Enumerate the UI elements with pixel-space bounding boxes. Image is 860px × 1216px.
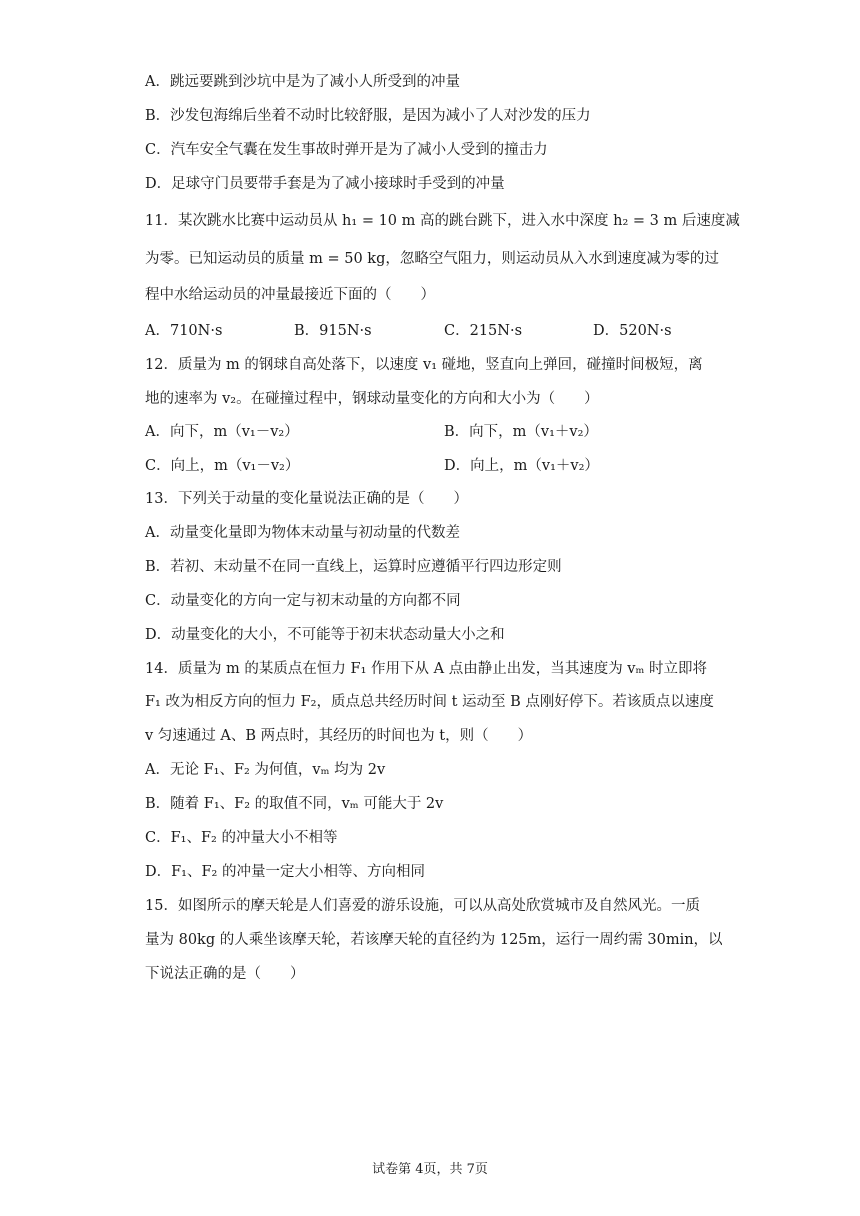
q14-option-c: C．F₁、F₂ 的冲量大小不相等 xyxy=(145,830,338,846)
q14-stem-line1: 14．质量为 m 的某质点在恒力 F₁ 作用下从 A 点由静止出发，当其速度为 vₘ 时立即将 xyxy=(145,661,707,677)
q13-option-c: C．动量变化的方向一定与初末动量的方向都不同 xyxy=(145,593,461,609)
page-footer: 试卷第 4页，共 7页 xyxy=(372,1162,488,1177)
q11-stem-line3: 程中水给运动员的冲量最接近下面的（ ） xyxy=(145,287,435,303)
q13-stem: 13．下列关于动量的变化量说法正确的是（ ） xyxy=(145,491,468,507)
q12-option-b: B．向下，m（v₁＋v₂） xyxy=(444,424,598,440)
q11-stem-line2: 为零。已知运动员的质量 m = 50 kg，忽略空气阻力，则运动员从入水到速度减为零的过 xyxy=(145,251,719,267)
q13-option-d: D．动量变化的大小，不可能等于初末状态动量大小之和 xyxy=(145,627,505,643)
q14-option-a: A．无论 F₁、F₂ 为何值，vₘ 均为 2v xyxy=(145,762,386,778)
q12-stem-line1: 12．质量为 m 的钢球自高处落下，以速度 v₁ 碰地，竖直向上弹回，碰撞时间极短，离 xyxy=(145,357,703,373)
q11-option-d: D．520N·s xyxy=(593,323,672,339)
q14-option-b: B．随着 F₁、F₂ 的取值不同，vₘ 可能大于 2v xyxy=(145,796,444,812)
q14-stem-line3: v 匀速通过 A、B 两点时，其经历的时间也为 t，则（ ） xyxy=(145,728,533,744)
q11-option-b: B．915N·s xyxy=(294,323,372,339)
q11-stem-line1: 11．某次跳水比赛中运动员从 h₁ = 10 m 高的跳台跳下，进入水中深度 h₂ = 3 m 后速度减 xyxy=(145,213,740,229)
q15-stem-line2: 量为 80kg 的人乘坐该摩天轮，若该摩天轮的直径约为 125m，运行一周约需 30min，以 xyxy=(145,932,723,948)
q12-option-c: C．向上，m（v₁－v₂） xyxy=(145,458,300,474)
q10-option-d: D．足球守门员要带手套是为了减小接球时手受到的冲量 xyxy=(145,176,505,192)
q10-option-c: C．汽车安全气囊在发生事故时弹开是为了减小人受到的撞击力 xyxy=(145,142,548,158)
q13-option-a: A．动量变化量即为物体末动量与初动量的代数差 xyxy=(145,525,460,541)
q10-option-b: B．沙发包海绵后坐着不动时比较舒服，是因为减小了人对沙发的压力 xyxy=(145,108,591,124)
q12-stem-line2: 地的速率为 v₂。在碰撞过程中，钢球动量变化的方向和大小为（ ） xyxy=(145,391,599,407)
q14-option-d: D．F₁、F₂ 的冲量一定大小相等、方向相同 xyxy=(145,864,425,880)
q11-option-a: A．710N·s xyxy=(145,323,223,339)
q13-option-b: B．若初、末动量不在同一直线上，运算时应遵循平行四边形定则 xyxy=(145,559,562,575)
q15-stem-line3: 下说法正确的是（ ） xyxy=(145,966,305,982)
q14-stem-line2: F₁ 改为相反方向的恒力 F₂，质点总共经历时间 t 运动至 B 点刚好停下。若该质点以速度 xyxy=(145,694,714,710)
q15-stem-line1: 15．如图所示的摩天轮是人们喜爱的游乐设施，可以从高处欣赏城市及自然风光。一质 xyxy=(145,898,700,914)
q10-option-a: A．跳远要跳到沙坑中是为了减小人所受到的冲量 xyxy=(145,74,460,90)
q12-option-a: A．向下，m（v₁－v₂） xyxy=(145,424,299,440)
q12-option-d: D．向上，m（v₁＋v₂） xyxy=(444,458,599,474)
q11-option-c: C．215N·s xyxy=(444,323,523,339)
